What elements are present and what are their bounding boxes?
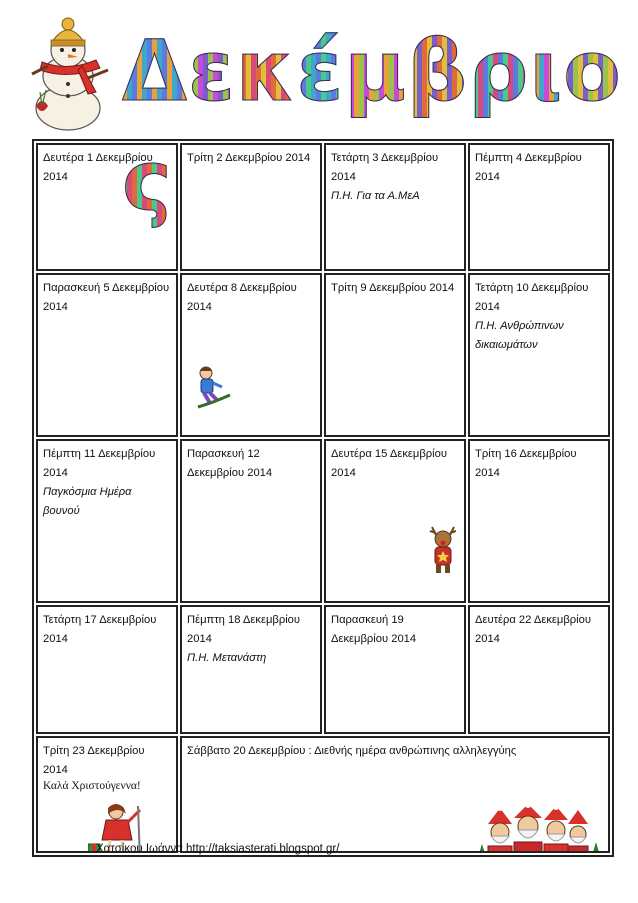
day-year: 2014 bbox=[43, 171, 68, 183]
day-cell bbox=[36, 736, 178, 853]
day-cell bbox=[180, 605, 322, 733]
day-label: Δευτέρα 15 Δεκεμβρίου bbox=[331, 448, 447, 461]
day-cell bbox=[180, 273, 322, 437]
day-label: Παρασκευή 19 bbox=[331, 614, 404, 627]
day-label: Πέμπτη 4 Δεκεμβρίου bbox=[475, 152, 582, 164]
title-letter: β bbox=[407, 16, 468, 126]
title-letter: ς bbox=[122, 126, 173, 236]
title-letter: Δ bbox=[122, 16, 188, 126]
day-year: 2014 bbox=[43, 633, 68, 646]
snowman-icon bbox=[22, 14, 114, 132]
day-label: Τετάρτη 17 Δεκεμβρίου bbox=[43, 614, 157, 627]
footer-credit: Χατσίκου Ιωάννα http://taksiasterati.blogspot.gr/ bbox=[96, 843, 340, 855]
day-label: Παρασκευή 5 Δεκεμβρίου bbox=[43, 282, 170, 295]
reindeer-icon bbox=[428, 525, 458, 575]
title-letter: μ bbox=[344, 16, 407, 126]
day-year: 2014 bbox=[43, 301, 68, 314]
day-cell bbox=[324, 439, 466, 603]
day-year: Δεκεμβρίου 2014 bbox=[331, 633, 417, 646]
day-label: Δευτέρα 1 Δεκεμβρίου bbox=[43, 152, 153, 164]
day-year: 2014 bbox=[475, 467, 500, 480]
day-label: Τρίτη 2 Δεκεμβρίου 2014 bbox=[187, 152, 311, 164]
day-label: Δευτέρα 22 Δεκεμβρίου bbox=[475, 614, 591, 627]
day-label: Τετάρτη 10 Δεκεμβρίου bbox=[475, 282, 589, 295]
calendar-table bbox=[32, 139, 614, 857]
day-cell-wide bbox=[180, 736, 610, 853]
day-note: Π.Η. Μετανάστη bbox=[187, 652, 267, 665]
day-year: 2014 bbox=[331, 171, 356, 183]
day-label: Τρίτη 23 Δεκεμβρίου bbox=[43, 744, 145, 757]
title-letter: ρ bbox=[468, 16, 529, 126]
day-cell bbox=[468, 605, 610, 733]
title-letter: ο bbox=[563, 16, 622, 126]
day-label: Παρασκευή 12 bbox=[187, 448, 260, 461]
title-letter: έ bbox=[296, 16, 344, 126]
day-cell bbox=[36, 273, 178, 437]
day-cell bbox=[180, 439, 322, 603]
day-cell bbox=[36, 439, 178, 603]
skier-icon bbox=[192, 365, 232, 413]
day-cell bbox=[180, 143, 322, 271]
christmas-wish: Καλά Χριστούγεννα! bbox=[43, 779, 141, 792]
day-cell bbox=[324, 273, 466, 437]
title-letter: ι bbox=[529, 16, 563, 126]
day-label: Τετάρτη 3 Δεκεμβρίου bbox=[331, 152, 439, 164]
day-note: Π.Η. Ανθρώπινων δικαιωμάτων bbox=[475, 320, 564, 352]
day-label: Σάββατο 20 Δεκεμβρίου : Διεθνής ημέρα ανθρώπινης αλληλεγγύης bbox=[187, 744, 517, 757]
day-label: Πέμπτη 11 Δεκεμβρίου bbox=[43, 448, 156, 461]
day-year: 2014 bbox=[43, 467, 68, 480]
day-year: 2014 bbox=[187, 633, 212, 646]
day-label: Τρίτη 16 Δεκεμβρίου bbox=[475, 448, 577, 461]
day-label: Δευτέρα 8 Δεκεμβρίου bbox=[187, 282, 297, 295]
day-cell bbox=[36, 143, 178, 271]
day-cell bbox=[324, 605, 466, 733]
title-letter: κ bbox=[236, 16, 297, 126]
day-year: 2014 bbox=[475, 171, 500, 183]
day-cell bbox=[468, 143, 610, 271]
day-year: 2014 bbox=[331, 467, 356, 480]
day-year: 2014 bbox=[475, 633, 500, 646]
day-cell bbox=[324, 143, 466, 271]
day-year: 2014 bbox=[187, 301, 212, 314]
day-year: 2014 bbox=[43, 763, 68, 776]
title-letter: ε bbox=[188, 16, 236, 126]
day-year: 2014 bbox=[475, 301, 500, 314]
day-year: Δεκεμβρίου 2014 bbox=[187, 467, 273, 480]
day-cell bbox=[36, 605, 178, 733]
day-cell bbox=[468, 273, 610, 437]
santas-icon bbox=[474, 804, 604, 853]
day-label: Τρίτη 9 Δεκεμβρίου 2014 bbox=[331, 282, 455, 295]
day-note: Παγκόσμια Ημέρα βουνού bbox=[43, 486, 132, 518]
day-note: Π.Η. Για τα Α.ΜεΑ bbox=[331, 190, 420, 202]
day-label: Πέμπτη 18 Δεκεμβρίου bbox=[187, 614, 301, 627]
day-cell bbox=[468, 439, 610, 603]
